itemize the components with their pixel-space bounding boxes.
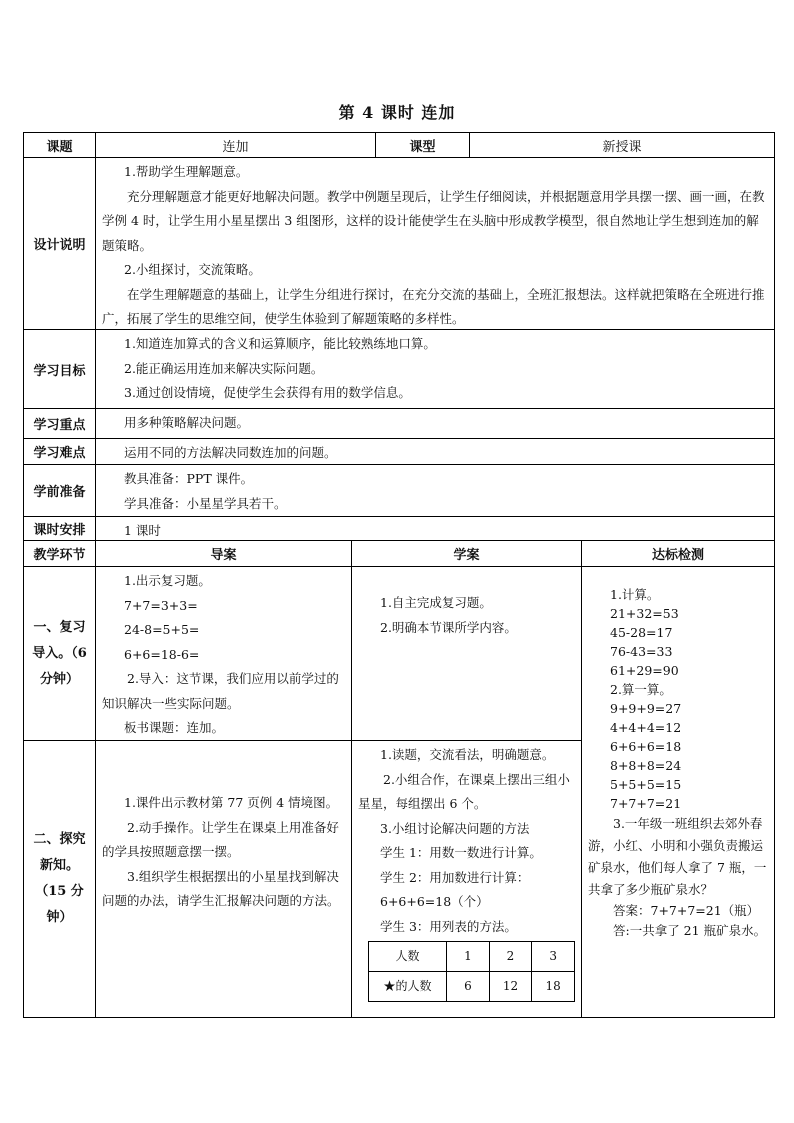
schedule-label: 课时安排	[24, 517, 96, 541]
stars-table-cell: 1	[447, 942, 490, 972]
stars-table-cell: 12	[489, 972, 532, 1002]
col-stage: 教学环节	[24, 541, 96, 567]
design-line-4: 在学生理解题意的基础上，让学生分组进行探讨，在充分交流的基础上，全班汇报想法。这样就把策略在全班进行推广，拓展了学生的思维空间，使学生体验到了解题策略的多样性。	[102, 286, 765, 326]
check-line-15: 答:一共拿了 21 瓶矿泉水。	[613, 923, 767, 938]
stars-table-cell: 3	[532, 942, 575, 972]
check-line-2: 21+32=53	[610, 606, 679, 621]
prep-line-2: 学具准备：小星星学具若干。	[124, 495, 287, 511]
stage1-guide-6: 板书课题：连加。	[124, 720, 225, 735]
stage1-guide-4: 6+6=18-6=	[124, 646, 200, 662]
stage2-guide-2: 2.动手操作。让学生在课桌上用准备好的学具按照题意摆一摆。	[102, 819, 339, 859]
goals-label: 学习目标	[24, 330, 96, 409]
difficulty-content	[96, 439, 774, 465]
design-line-3: 2.小组探讨，交流策略。	[124, 262, 261, 277]
stars-table-cell: 18	[532, 972, 575, 1002]
check-line-14: 答案：7+7+7=21（瓶）	[613, 903, 760, 918]
goal-line-1: 1.知道连加算式的含义和运算顺序，能比较熟练地口算。	[124, 336, 436, 351]
stage2-study-6: 6+6+6=18（个）	[380, 894, 489, 909]
stars-table-cell: ★的人数	[369, 972, 447, 1002]
stage1-label	[24, 567, 96, 741]
check-line-6: 2.算一算。	[610, 682, 672, 697]
stars-table-cell: 2	[489, 942, 532, 972]
type-label: 课型	[376, 133, 470, 158]
stage2-study-3: 3.小组讨论解决问题的方法	[380, 820, 530, 836]
design-line-1: 1.帮助学生理解题意。	[124, 164, 249, 179]
check-line-10: 8+8+8=24	[610, 758, 682, 773]
col-study: 学案	[352, 541, 582, 567]
stars-table-cell: 人数	[369, 942, 447, 972]
check-line-3: 45-28=17	[610, 625, 673, 640]
schedule-content	[96, 517, 774, 541]
difficulty-text: 运用不同的方法解决同数连加的问题。	[124, 445, 337, 460]
stage1-study	[352, 567, 582, 741]
stage2-label	[24, 741, 96, 1017]
stage2-label-text: 二、探究新知。（15 分钟）	[33, 832, 86, 925]
prep-content	[96, 465, 774, 517]
design-line-2: 充分理解题意才能更好地解决问题。教学中例题呈现后，让学生仔细阅读，并根据题意用学具摆一摆、画一画，在教学例 4 时，让学生用小星星摆出 3 组图形，这样的设计能使学生在头脑中形成教学模型，很自然地让学生想到连加的解题策略。	[102, 188, 765, 253]
page-title: 第 4 课时 连加	[338, 103, 456, 122]
stage1-guide-2: 7+7=3+3=	[124, 597, 198, 613]
subject-label: 课题	[24, 133, 96, 158]
col-check: 达标检测	[582, 541, 774, 567]
difficulty-label: 学习难点	[24, 439, 96, 465]
check-content	[582, 567, 774, 1017]
stage2-study-2: 2.小组合作，在课桌上摆出三组小星星，每组摆出 6 个。	[358, 771, 570, 811]
key-label: 学习重点	[24, 409, 96, 439]
stars-table-row	[369, 972, 575, 1002]
subject-value: 连加	[96, 133, 376, 158]
stage1-guide-5: 2.导入：这节课，我们应用以前学过的知识解决一些实际问题。	[102, 671, 339, 711]
stage2-study-1: 1.读题，交流看法，明确题意。	[380, 747, 555, 762]
stage2-guide-1: 1.课件出示教材第 77 页例 4 情境图。	[124, 795, 339, 810]
stage1-label-text: 一、复习导入。（6 分钟）	[32, 619, 87, 687]
check-line-8: 4+4+4=12	[610, 720, 682, 735]
check-line-5: 61+29=90	[610, 663, 679, 678]
check-line-11: 5+5+5=15	[610, 777, 682, 792]
check-line-1: 1.计算。	[610, 587, 660, 602]
key-content	[96, 409, 774, 439]
col-guide: 导案	[96, 541, 352, 567]
stage1-guide	[96, 567, 352, 741]
stars-table-row	[369, 942, 575, 972]
schedule-text: 1 课时	[124, 523, 161, 538]
stars-table-cell: 6	[447, 972, 490, 1002]
stage2-study	[352, 741, 582, 1017]
stage1-guide-3: 24-8=5+5=	[124, 622, 200, 637]
stage2-guide-3: 3.组织学生根据摆出的小星星找到解决问题的办法，请学生汇报解决问题的方法。	[102, 868, 340, 908]
goal-line-3: 3.通过创设情境，促使学生会获得有用的数学信息。	[124, 385, 411, 400]
stage2-guide	[96, 741, 352, 1017]
design-label: 设计说明	[24, 158, 96, 330]
lesson-table	[23, 132, 775, 1018]
check-line-4: 76-43=33	[610, 644, 673, 659]
type-value: 新授课	[470, 133, 774, 158]
prep-line-1: 教具准备：PPT 课件。	[124, 471, 254, 486]
goal-line-2: 2.能正确运用连加来解决实际问题。	[124, 360, 324, 376]
stars-table	[368, 941, 575, 1002]
stage2-study-5: 学生 2：用加数进行计算：	[380, 869, 530, 885]
prep-label: 学前准备	[24, 465, 96, 517]
stage1-study-1: 1.自主完成复习题。	[380, 595, 492, 610]
design-content	[96, 158, 774, 330]
stage1-study-2: 2.明确本节课所学内容。	[380, 619, 517, 635]
check-line-7: 9+9+9=27	[610, 701, 682, 716]
stage2-study-4: 学生 1：用数一数进行计算。	[380, 845, 542, 860]
stage1-guide-1: 1.出示复习题。	[124, 573, 211, 588]
goals-content	[96, 330, 774, 409]
check-line-9: 6+6+6=18	[610, 739, 682, 754]
check-line-12: 7+7+7=21	[610, 796, 682, 811]
key-text: 用多种策略解决问题。	[124, 415, 250, 430]
check-line-13: 3.一年级一班组织去郊外春游，小红、小明和小强负责搬运矿泉水，他们每人拿了 7 瓶，一共拿了多少瓶矿泉水？	[588, 816, 767, 897]
stage2-study-7: 学生 3：用列表的方法。	[380, 918, 517, 934]
